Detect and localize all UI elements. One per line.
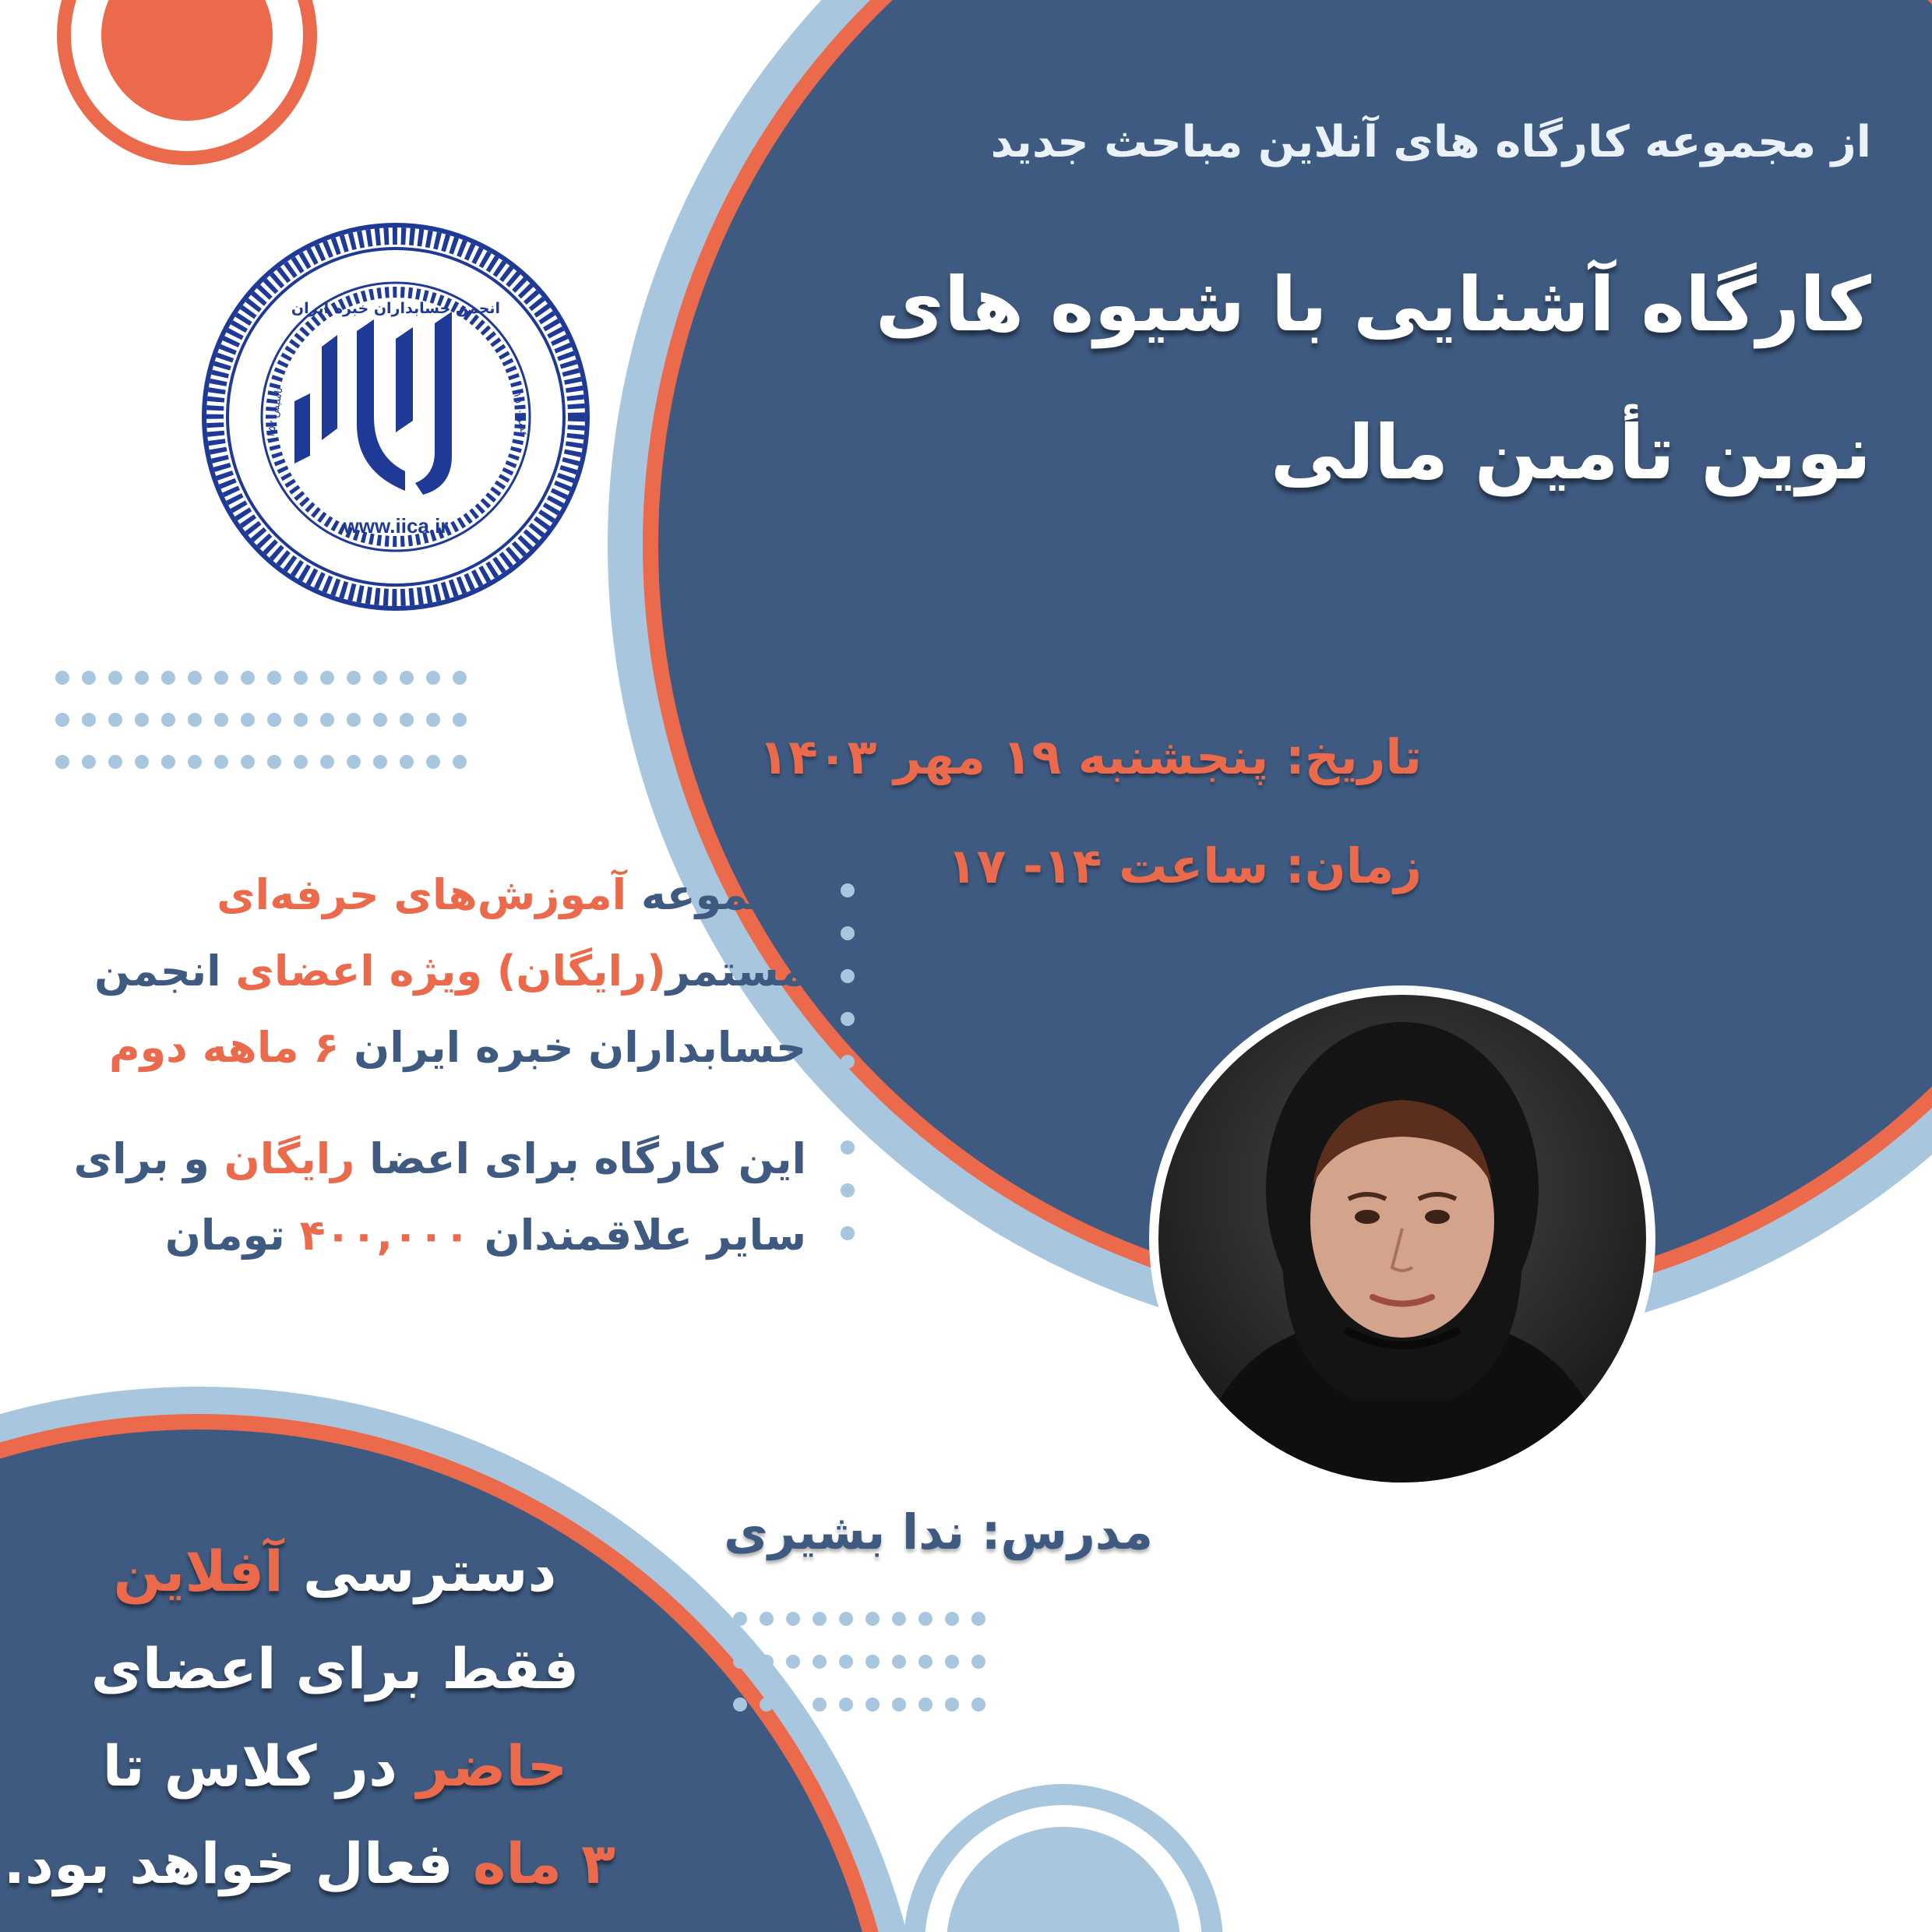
- instructor-photo-icon: [1158, 995, 1646, 1482]
- decor-dot: [161, 671, 175, 685]
- decor-dot: [400, 671, 414, 685]
- decor-dot: [892, 1655, 906, 1669]
- decor-dot: [918, 1655, 933, 1669]
- decor-dot: [82, 755, 96, 769]
- instructor-label: مدرس: ندا بشیری: [724, 1504, 1153, 1560]
- decor-dot: [241, 671, 255, 685]
- decor-dot: [347, 713, 361, 727]
- decor-dot: [839, 1655, 853, 1669]
- decor-dot: [786, 1698, 800, 1712]
- decor-dot: [892, 1698, 906, 1712]
- decor-dot: [373, 671, 387, 685]
- decor-dot: [760, 1698, 774, 1712]
- decor-dot: [214, 671, 228, 685]
- decor-dot: [55, 671, 69, 685]
- decor-dot: [82, 671, 96, 685]
- decor-dot: [453, 671, 467, 685]
- logo-url: www.iica.ir: [343, 514, 449, 538]
- decor-dot: [841, 926, 855, 940]
- time-line: زمان: ساعت ۱۴- ۱۷: [947, 837, 1422, 894]
- decor-dot: [839, 1698, 853, 1712]
- decor-dot: [426, 713, 440, 727]
- iica-seal-icon: [201, 222, 591, 612]
- decor-dot: [188, 713, 202, 727]
- decor-dot: [82, 713, 96, 727]
- decor-dot: [267, 713, 281, 727]
- desc-line-4: این کارگاه برای اعضا رایگان و برای: [73, 1134, 806, 1183]
- decor-dot: [733, 1698, 747, 1712]
- decor-dot: [214, 713, 228, 727]
- decor-dot: [971, 1698, 985, 1712]
- decor-dot: [188, 671, 202, 685]
- decor-dot: [373, 713, 387, 727]
- offline-line-2: فقط برای اعضای: [90, 1636, 580, 1701]
- desc-line-2: مستمر(رایگان) ویژه اعضای انجمن: [94, 947, 806, 996]
- decor-dot: [108, 755, 122, 769]
- decor-dot: [733, 1612, 747, 1626]
- decor-dot: [760, 1612, 774, 1626]
- decor-dot: [294, 713, 308, 727]
- decor-dot: [267, 755, 281, 769]
- decor-dot: [426, 671, 440, 685]
- decor-dot: [161, 713, 175, 727]
- decor-dot: [945, 1612, 959, 1626]
- decor-dot: [841, 1012, 855, 1026]
- top-left-dot: [101, 0, 273, 121]
- decor-dot: [214, 755, 228, 769]
- page-title-line2: نوین تأمین مالی: [1270, 409, 1871, 496]
- decor-dot: [971, 1612, 985, 1626]
- decor-dot: [453, 713, 467, 727]
- decor-dot: [866, 1612, 880, 1626]
- series-line: از مجموعه کارگاه های آنلاین مباحث جدید: [990, 117, 1871, 167]
- decor-dot: [267, 671, 281, 685]
- decor-dot: [971, 1655, 985, 1669]
- decor-dot: [841, 1141, 855, 1155]
- decor-dot: [347, 671, 361, 685]
- offline-line-3: حاضر در کلاس تا: [102, 1733, 568, 1799]
- decor-dot: [55, 755, 69, 769]
- decor-dot: [813, 1655, 827, 1669]
- decor-dot: [108, 713, 122, 727]
- offline-line-4: ۳ ماه فعال خواهد بود.: [3, 1831, 615, 1896]
- decor-dot: [188, 755, 202, 769]
- decor-dot: [760, 1655, 774, 1669]
- decor-dot: [839, 1612, 853, 1626]
- decor-dot: [294, 755, 308, 769]
- decor-dot: [320, 713, 334, 727]
- decor-dot: [918, 1612, 933, 1626]
- decor-dot: [841, 1226, 855, 1240]
- desc-line-1: مجموعه آموزش‌های حرفه‌ای: [217, 870, 806, 919]
- decor-dot: [945, 1698, 959, 1712]
- decor-dot: [135, 671, 149, 685]
- instructor-portrait: [1158, 995, 1646, 1482]
- decor-dot: [320, 671, 334, 685]
- decor-dot: [786, 1655, 800, 1669]
- decor-dot: [841, 1055, 855, 1069]
- decor-dot: [426, 755, 440, 769]
- decor-dot: [892, 1612, 906, 1626]
- decor-dot: [841, 969, 855, 983]
- date-line: تاریخ: پنجشنبه ۱۹ مهر ۱۴۰۳: [759, 728, 1422, 785]
- decor-dot: [241, 755, 255, 769]
- offline-access-note: [3, 1523, 615, 1913]
- decor-dot: [841, 1098, 855, 1112]
- desc-line-3: حسابداران خبره ایران ۶ ماهه دوم: [109, 1023, 806, 1072]
- decor-dot: [347, 755, 361, 769]
- decor-dot: [135, 755, 149, 769]
- description-block: [47, 857, 806, 1274]
- decor-dot: [108, 671, 122, 685]
- offline-line-1: دسترسی آفلاین: [113, 1539, 557, 1604]
- decor-dot: [945, 1655, 959, 1669]
- decor-dot: [813, 1698, 827, 1712]
- decor-dot: [320, 755, 334, 769]
- decor-dot: [400, 755, 414, 769]
- decor-dot: [453, 755, 467, 769]
- decor-dot: [841, 1183, 855, 1197]
- decor-dot: [733, 1655, 747, 1669]
- logo-ring-text: انجمن حسابداران خبره ایران: [291, 300, 501, 317]
- decor-dot: [161, 755, 175, 769]
- decor-dot: [813, 1612, 827, 1626]
- decor-dot: [55, 713, 69, 727]
- decor-dot: [294, 671, 308, 685]
- decor-dot: [866, 1655, 880, 1669]
- logo-side-text-right: ۱۵۰۰ عضو: [510, 391, 531, 439]
- decor-dot: [786, 1612, 800, 1626]
- decor-dot: [135, 713, 149, 727]
- desc-line-5: سایر علاقمندان ۴۰۰,۰۰۰ تومان: [164, 1211, 806, 1260]
- decor-dot: [866, 1698, 880, 1712]
- decor-dot: [373, 755, 387, 769]
- logo-side-text-left: تاسیس ۱۳۵۲: [264, 386, 286, 443]
- decor-dot: [918, 1698, 933, 1712]
- iica-logo: [201, 222, 591, 612]
- page-title-line1: کارگاه آشنایی با شیوه های: [875, 261, 1871, 348]
- decor-dot: [241, 713, 255, 727]
- decor-dot: [400, 713, 414, 727]
